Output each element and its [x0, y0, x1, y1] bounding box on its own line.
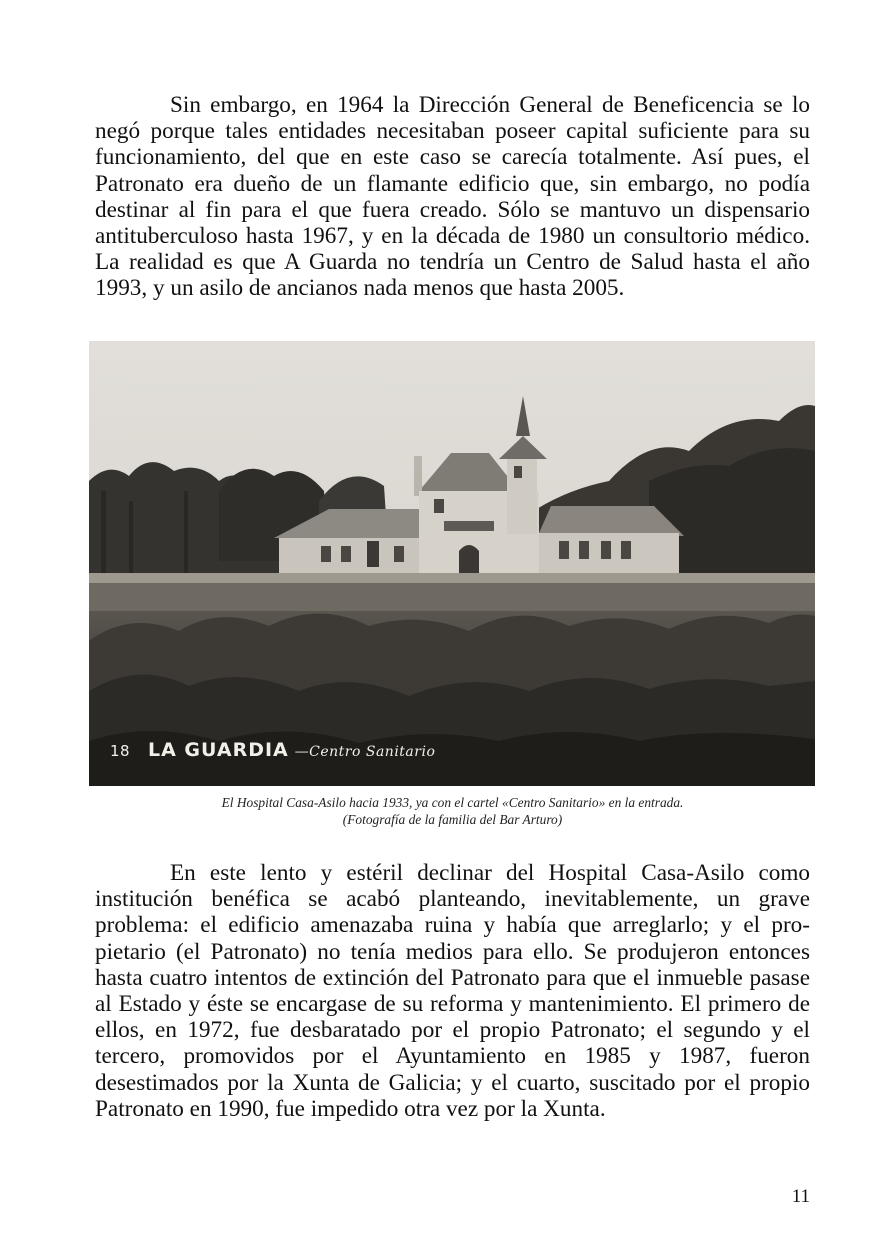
historical-photo	[89, 341, 815, 786]
photo-caption: El Hospital Casa-Asilo hacia 1933, ya con el cartel «Centro Sanitario» en la entrada.	[221, 795, 684, 810]
page-number: 11	[791, 1186, 810, 1207]
body-paragraph: En este lento y estéril declinar del Hospital Casa-Asilo como institución benéfica se acabó planteando, inevitablemente, un grave problema: el edificio amenazaba ruina y había que arreglarlo; y el propietario (el Patronato) no tenía medios para ello. Se produjeron entonces hasta cuatro intentos de extinción del Patronato para que el inmueble pasase al Estado y éste se encargase de su reforma y mantenimiento. El primero de ellos, en 1972, fue desbaratado por el propio Patronato; el segundo y el tercero, promovidos por el Ayuntamiento en 1985 y 1987, fueron desestimados por la Xunta de Galicia; y el cuarto, suscitado por el propio Patronato en 1990, fue impedido otra vez por la Xunta.	[95, 860, 810, 1122]
body-paragraph: Sin embargo, en 1964 la Dirección General de Beneficencia se lo negó porque tales entidades necesitaban poseer capital suficiente para su funcionamiento, del que en este caso se carecía totalmente. Así pues, el Patronato era dueño de un flamante edificio que, sin embargo, no podía destinar al fin para el que fuera creado. Sólo se mantuvo un dispensario antituberculoso hasta 1967, y en la década de 1980 un consultorio médico. La realidad es que A Guarda no tendría un Centro de Salud hasta el año 1993, y un asilo de ancianos nada menos que hasta 2005.	[95, 92, 810, 302]
photo-credit: (Fotografía de la familia del Bar Arturo)	[342, 812, 563, 827]
hospital-photo-illustration	[89, 341, 815, 786]
photo-stamp-city: LA GUARDIA	[148, 739, 289, 761]
photo-stamp-number: 18	[110, 742, 131, 760]
photo-stamp	[110, 739, 435, 761]
photo-stamp-subtitle: —Centro Sanitario	[294, 744, 436, 760]
